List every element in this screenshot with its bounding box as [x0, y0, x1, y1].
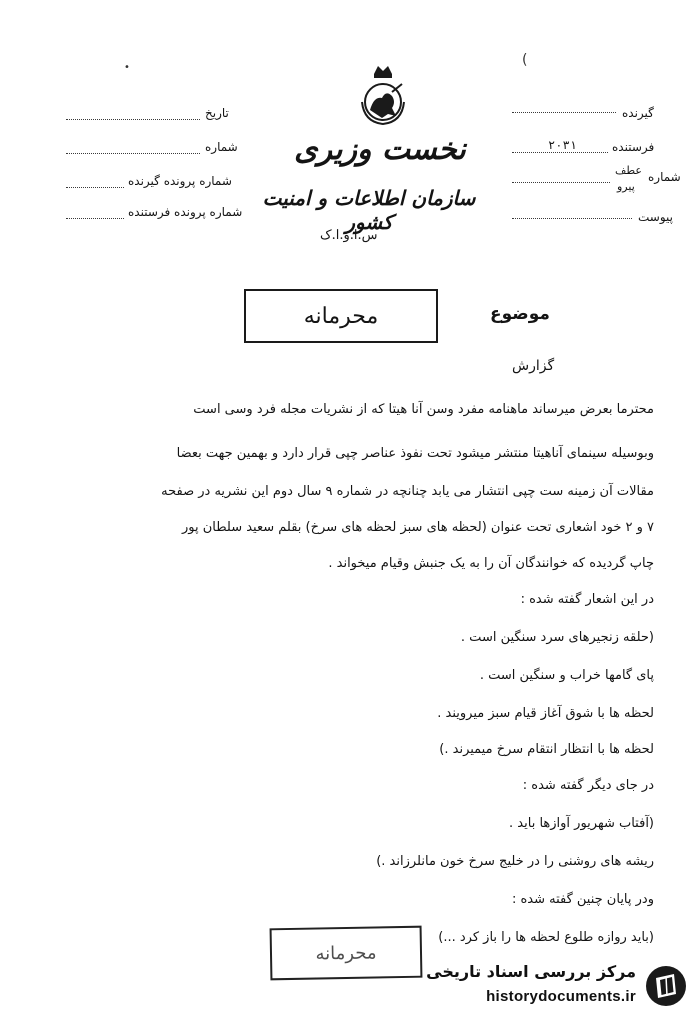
letterhead-org: سازمان اطلاعات و امنیت کشور: [262, 186, 476, 234]
body-line: در جای دیگر گفته شده :: [522, 778, 654, 793]
ref-top-label: عطف: [615, 164, 642, 177]
date-line: [66, 119, 200, 120]
body-line: لحظه ها با انتظار انتقام سرخ میمیرند .): [439, 742, 654, 757]
letterhead-title: نخست وزیری: [294, 132, 466, 167]
body-line: (باید روازه طلوع لحظه ها را باز کرد ...): [438, 930, 654, 945]
watermark-url: historydocuments.ir: [486, 988, 636, 1005]
body-line: ۷ و ۲ خود اشعاری تحت عنوان (لحظه های سبز لحظه های سرخ) بقلم سعید سلطان پور: [181, 520, 654, 535]
sender-file-label: شماره پرونده فرستنده: [128, 205, 243, 219]
watermark-name: مرکز بررسی اسناد تاریخی: [426, 962, 636, 981]
body-line: چاپ گردیده که خوانندگان آن را به یک جنبش وقیام میخواند .: [328, 556, 654, 571]
body-line: لحظه ها با شوق آغاز قیام سبز میرویند .: [437, 706, 654, 721]
corner-dot: •: [124, 62, 130, 73]
body-line: در این اشعار گفته شده :: [520, 592, 654, 607]
stamp-text: محرمانه: [315, 941, 377, 965]
report-heading: گزارش: [512, 358, 555, 374]
lion-and-sun-emblem-icon: [352, 62, 414, 132]
recipient-line: [512, 112, 616, 113]
body-line: محترما بعرض میرساند ماهنامه مفرد وسن آنا هیتا که از نشریات مجله فرد وسی است: [193, 402, 654, 417]
corner-mark: (: [522, 52, 528, 68]
classification-stamp: [270, 926, 423, 981]
archive-watermark: [412, 960, 692, 1014]
attachment-label: پیوست: [638, 210, 673, 224]
classification-text: محرمانه: [303, 303, 379, 329]
ref-number-line: [512, 182, 610, 183]
body-line: (آفتاب شهریور آوازها باید .: [509, 816, 654, 831]
date-label: تاریخ: [205, 106, 229, 120]
number-label: شماره: [205, 140, 238, 154]
ref-bottom-label: پیرو: [617, 180, 635, 193]
body-line: وبوسیله سینمای آناهیتا منتشر میشود تحت نفوذ عناصر چپی قرار دارد و بهمین جهت بعضا: [176, 446, 654, 461]
letterhead-code: س.ا.و.ا.ک: [320, 228, 378, 243]
recipient-label: گیرنده: [622, 106, 654, 120]
subject-label: موضوع: [490, 304, 550, 324]
sender-file-line: [66, 218, 124, 219]
sender-value: ۲۰۳۱: [548, 138, 577, 152]
archive-logo-icon: [644, 964, 688, 1008]
body-line: ودر پایان چنین گفته شده :: [511, 892, 654, 907]
classification-box: [244, 289, 438, 343]
sender-label: فرستنده: [612, 140, 655, 154]
receiver-file-line: [66, 187, 124, 188]
body-line: ریشه های روشنی را در خلیج سرخ خون مانلرزاند .): [376, 854, 654, 869]
body-line: پای گامها خراب و سنگین است .: [479, 668, 654, 683]
receiver-file-label: شماره پرونده گیرنده: [128, 174, 232, 188]
attachment-line: [512, 218, 632, 219]
body-line: (حلقه زنجیرهای سرد سنگین است .: [460, 630, 654, 645]
number-line: [66, 153, 200, 154]
sender-line: [512, 152, 608, 153]
body-line: مقالات آن زمینه ست چپی انتشار می یابد چنانچه در شماره ۹ سال دوم این نشریه در صفحه: [161, 484, 654, 499]
ref-number-label: شماره: [648, 170, 681, 184]
